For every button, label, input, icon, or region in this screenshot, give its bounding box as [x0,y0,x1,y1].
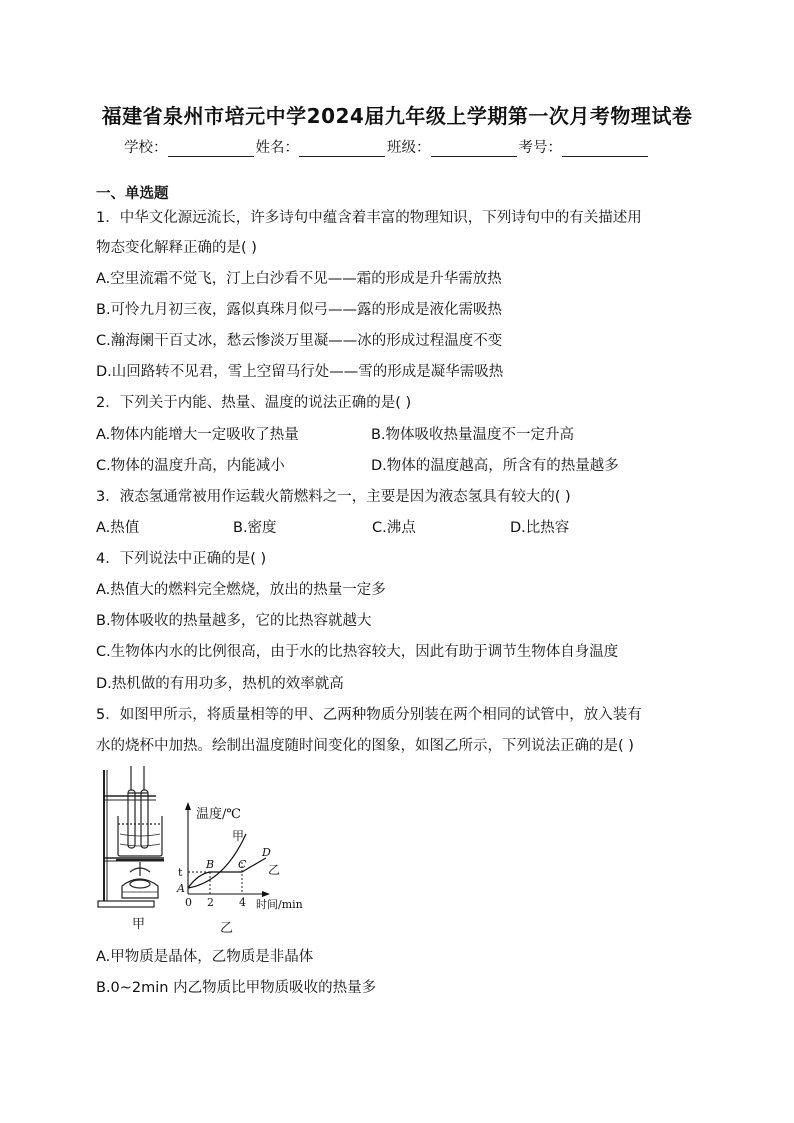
q5-option-a: A.甲物质是晶体，乙物质是非晶体 [96,949,314,965]
school-blank[interactable] [168,142,254,157]
q3-option-d: D.比热容 [510,520,570,536]
q5-figure [94,764,324,940]
point-c-label: C [238,858,247,871]
q5-stem-line1: 5．如图甲所示，将质量相等的甲、乙两种物质分别装在两个相同的试管中，放入装有 [96,707,642,723]
name-label: 姓名： [255,140,299,156]
graph-tick-4: 4 [239,896,246,909]
exam-number-blank[interactable] [562,142,648,157]
point-b-label: B [206,858,215,871]
section-heading: 一、单选题 [96,186,169,202]
graph-t-label: t [178,866,183,879]
q2-option-a: A.物体内能增大一定吸收了热量 [96,427,299,443]
graph-origin-label: 0 [185,896,192,909]
graph-x-axis-label: 时间/min [256,898,303,911]
q3-option-a: A.热值 [96,520,140,536]
q2-stem: 2．下列关于内能、热量、温度的说法正确的是( ) [96,395,412,411]
student-info-line [124,136,684,157]
q2-option-d: D.物体的温度越高，所含有的热量越多 [371,458,619,474]
q4-stem: 4．下列说法中正确的是( ) [96,551,267,567]
name-blank[interactable] [299,142,385,157]
q1-option-b: B.可怜九月初三夜，露似真珠月似弓——露的形成是液化需吸热 [96,302,503,318]
graph-x-arrow [262,891,270,897]
q4-option-a: A.热值大的燃料完全燃烧，放出的热量一定多 [96,582,386,598]
q3-stem: 3．液态氢通常被用作运载火箭燃料之一，主要是因为液态氢具有较大的( ) [96,489,571,505]
q1-option-c: C.瀚海阑干百丈冰，愁云惨淡万里凝——冰的形成过程温度不变 [96,333,503,349]
q4-option-d: D.热机做的有用功多，热机的效率就高 [96,676,344,692]
q4-option-c: C.生物体内水的比例很高，由于水的比热容较大，因此有助于调节生物体自身温度 [96,644,619,660]
figure-left-caption: 甲 [132,917,146,932]
curve-jia-label: 甲 [232,829,245,843]
q5-option-b: B.0~2min 内乙物质比甲物质吸收的热量多 [96,980,377,996]
q5-stem-line2: 水的烧杯中加热。绘制出温度随时间变化的图象，如图乙所示，下列说法正确的是( ) [96,738,634,754]
temperature-time-graph [176,802,303,911]
q1-option-d: D.山回路转不见君，雪上空留马行处——雪的形成是凝华需吸热 [96,364,504,380]
class-label: 班级： [387,140,431,156]
q1-stem-line1: 1．中华文化源远流长，许多诗句中蕴含着丰富的物理知识，下列诗句中的有关描述用 [96,210,642,226]
q2-option-c: C.物体的温度升高，内能减小 [96,458,285,474]
page-title: 福建省泉州市培元中学2024届九年级上学期第一次月考物理试卷 [101,104,693,128]
exam-number-label: 考号： [518,140,562,156]
q3-option-b: B.密度 [233,520,277,536]
curve-yi [188,858,266,888]
graph-y-arrow [185,802,191,810]
figure-right-caption: 乙 [220,921,234,936]
school-label: 学校： [124,140,168,156]
point-a-label: A [177,882,185,895]
class-blank[interactable] [431,142,517,157]
q1-option-a: A.空里流霜不觉飞，汀上白沙看不见——霜的形成是升华需放热 [96,271,502,287]
curve-yi-label: 乙 [268,863,281,877]
graph-y-axis-label: 温度/℃ [196,807,241,822]
q3-option-c: C.沸点 [372,520,416,536]
heating-apparatus-illustration [98,766,164,907]
point-d-label: D [262,846,271,859]
q4-option-b: B.物体吸收的热量越多，它的比热容就越大 [96,613,372,629]
q1-stem-line2: 物态变化解释正确的是( ) [96,240,257,256]
graph-tick-2: 2 [207,896,214,909]
q2-option-b: B.物体吸收热量温度不一定升高 [371,427,575,443]
